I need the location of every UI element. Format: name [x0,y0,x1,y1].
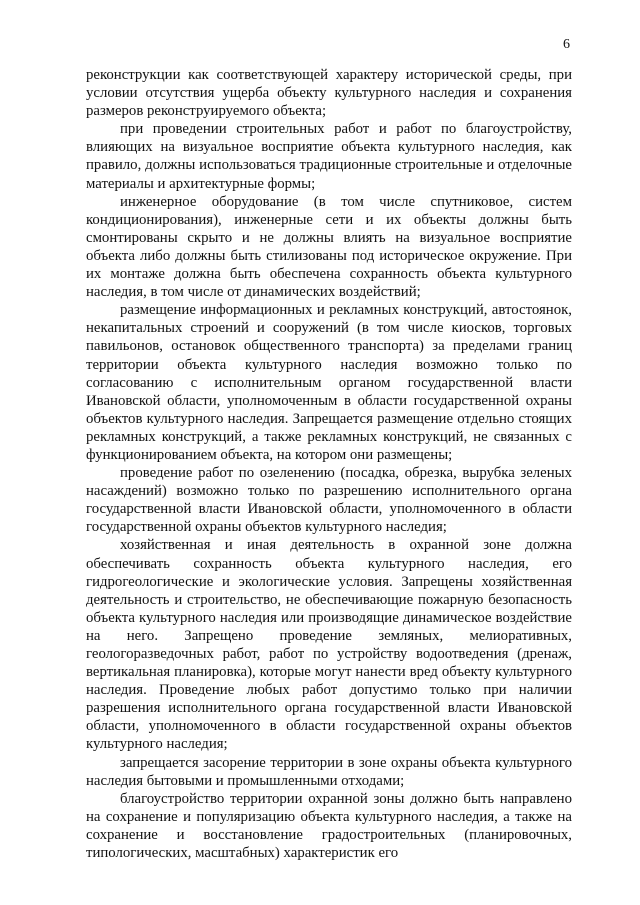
paragraph-reconstruction-continued: реконструкции как соответствующей характеру исторической среды, при условии отсутствия ущерба объекту культурного наследия и сохранения размеров реконструируемого объекта; [86,67,572,120]
document-body [86,66,572,862]
paragraph-advertising-structures: размещение информационных и рекламных конструкций, автостоянок, некапитальных строений и сооружений (в том числе киосков, торговых павильонов, остановок общественного транспорта) за пределами границ территории объекта культурного наследия возможно только по согласованию с исполнительным органом государственной власти Ивановской области, уполномоченным в области государственной охраны объектов культурного наследия. Запрещается размещение отдельно стоящих рекламных конструкций, а также рекламных конструкций, не связанных с функционированием объекта, на котором они размещены; [86,302,572,463]
paragraph-construction-materials: при проведении строительных работ и работ по благоустройству, влияющих на визуальное восприятие объекта культурного наследия, как правило, должны использоваться традиционные строительные и отделочные материалы и архитектурные формы; [86,121,572,192]
paragraph-waste-prohibition: запрещается засорение территории в зоне охраны объекта культурного наследия бытовыми и промышленными отходами; [86,754,572,789]
paragraph-landscaping: проведение работ по озеленению (посадка, обрезка, вырубка зеленых насаждений) возможно только по разрешению исполнительного органа государственной власти Ивановской области, уполномоченного в области государственной охраны объектов культурного наследия; [86,465,572,536]
paragraph-territory-improvement: благоустройство территории охранной зоны должно быть направлено на сохранение и популяризацию объекта культурного наследия, а также на сохранение и восстановление градостроительных (планировочных, типологических, масштабных) характеристик его [86,790,572,862]
page-number: 6 [563,37,570,52]
paragraph-economic-activity: хозяйственная и иная деятельность в охранной зоне должна обеспечивать сохранность объекта культурного наследия, его гидрогеологические и экологические условия. Запрещены хозяйственная деятельность и строительство, не обеспечивающие пожарную безопасность объекта культурного наследия или производящие динамическое воздействие на него. Запрещено проведение земляных, мелиоративных, геологоразведочных работ, работ по устройству водоотведения (дренаж, вертикальная планировка), которые могут нанести вред объекту культурного наследия. Проведение любых работ допустимо только при наличии разрешения исполнительного органа государственной власти Ивановской области, уполномоченного в области государственной охраны объектов культурного наследия; [86,537,572,753]
paragraph-engineering-equipment: инженерное оборудование (в том числе спутниковое, систем кондиционирования), инженерные сети и их объекты должны быть смонтированы скрыто и не должны влиять на визуальное восприятие объекта либо должны быть стилизованы под историческое окружение. При их монтаже должна быть обеспечена сохранность объекта культурного наследия, в том числе от динамических воздействий; [86,193,572,301]
